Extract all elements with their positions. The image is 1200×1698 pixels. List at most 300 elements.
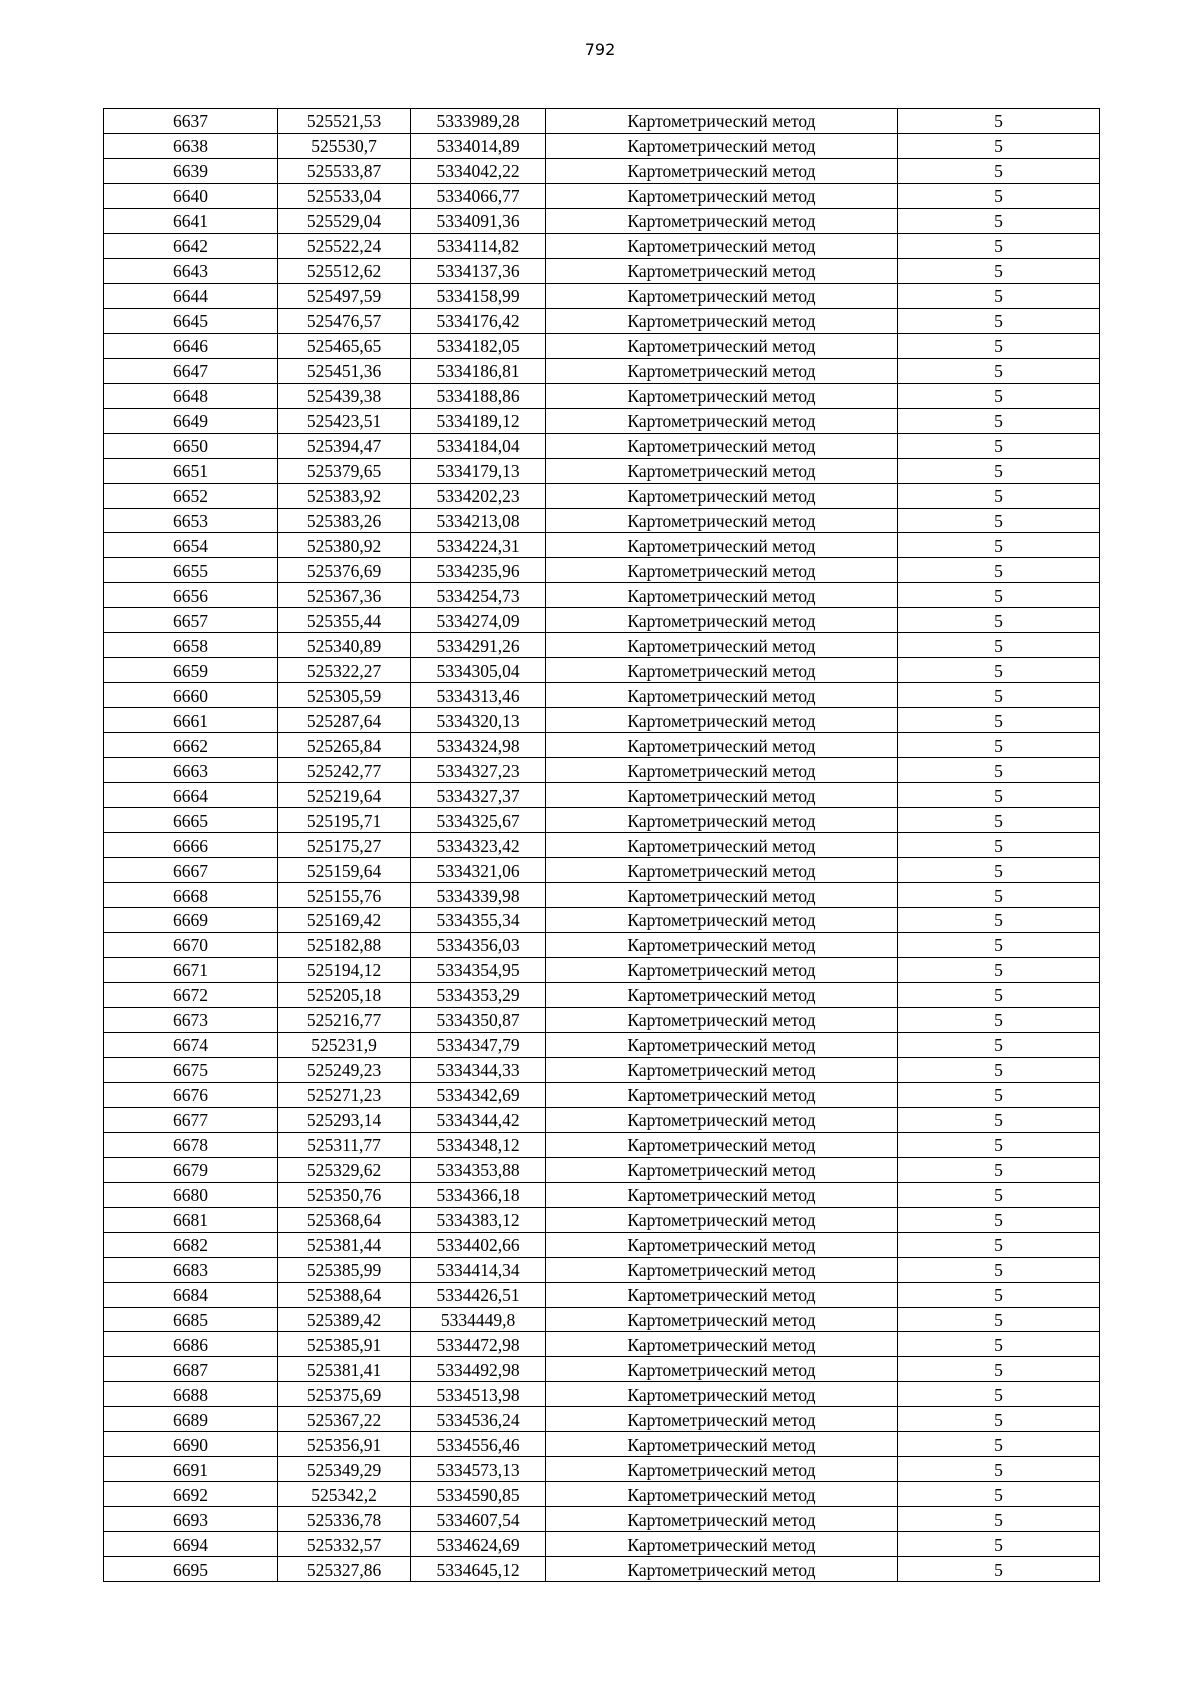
cell-text: 5 xyxy=(994,1160,1003,1181)
accuracy-cell xyxy=(898,1357,1100,1382)
method-cell xyxy=(546,1282,898,1307)
table-row xyxy=(104,1457,1100,1482)
cell-text: Картометрический метод xyxy=(627,211,816,232)
accuracy-cell xyxy=(898,158,1100,183)
point-number-cell xyxy=(104,458,278,483)
cell-text: 6684 xyxy=(173,1285,208,1305)
cell-text: 5 xyxy=(994,1260,1003,1281)
cell-text: 5 xyxy=(994,1309,1003,1330)
cell-text: 5 xyxy=(994,585,1003,606)
point-number-cell xyxy=(104,1082,278,1107)
table-row xyxy=(104,1507,1100,1532)
cell-text: Картометрический метод xyxy=(627,560,816,581)
cell-text: 6657 xyxy=(173,610,208,631)
accuracy-cell xyxy=(898,109,1100,134)
cell-text: 5 xyxy=(994,985,1003,1006)
method-cell xyxy=(546,808,898,833)
cell-text: 5334426,51 xyxy=(436,1285,520,1305)
accuracy-cell xyxy=(898,558,1100,583)
cell-text: 5334321,06 xyxy=(436,860,520,881)
cell-text: Картометрический метод xyxy=(627,161,816,182)
cell-text: 525293,14 xyxy=(306,1110,382,1131)
x-coordinate-cell xyxy=(278,1157,411,1182)
method-cell xyxy=(546,633,898,658)
cell-text: 5 xyxy=(994,1060,1003,1081)
point-number-cell xyxy=(104,1282,278,1307)
point-number-cell xyxy=(104,1107,278,1132)
accuracy-cell xyxy=(898,932,1100,957)
x-coordinate-cell xyxy=(278,957,411,982)
cell-text: 525332,57 xyxy=(306,1534,382,1555)
point-number-cell xyxy=(104,758,278,783)
cell-text: 525376,69 xyxy=(306,560,382,581)
cell-text: 6659 xyxy=(173,660,208,681)
method-cell xyxy=(546,982,898,1007)
cell-text: 525385,91 xyxy=(306,1334,382,1355)
point-number-cell xyxy=(104,1507,278,1532)
cell-text: 525175,27 xyxy=(306,835,382,856)
method-cell xyxy=(546,908,898,933)
point-number-cell xyxy=(104,883,278,908)
accuracy-cell xyxy=(898,1332,1100,1357)
cell-text: 525368,64 xyxy=(306,1210,382,1231)
y-coordinate-cell xyxy=(411,233,546,258)
x-coordinate-cell xyxy=(278,633,411,658)
x-coordinate-cell xyxy=(278,708,411,733)
table-row xyxy=(104,258,1100,283)
point-number-cell xyxy=(104,158,278,183)
x-coordinate-cell xyxy=(278,258,411,283)
accuracy-cell xyxy=(898,957,1100,982)
cell-text: 525265,84 xyxy=(306,735,382,756)
y-coordinate-cell xyxy=(411,908,546,933)
accuracy-cell xyxy=(898,1382,1100,1407)
table-row xyxy=(104,408,1100,433)
cell-text: 525231,9 xyxy=(311,1035,377,1056)
method-cell xyxy=(546,558,898,583)
cell-text: 5334342,69 xyxy=(436,1085,520,1106)
cell-text: Картометрический метод xyxy=(627,1559,816,1580)
cell-text: 5334573,13 xyxy=(436,1459,520,1480)
x-coordinate-cell xyxy=(278,458,411,483)
table-row xyxy=(104,583,1100,608)
x-coordinate-cell xyxy=(278,608,411,633)
cell-text: 5334402,66 xyxy=(436,1235,520,1256)
cell-text: 5334235,96 xyxy=(436,560,520,581)
cell-text: 525379,65 xyxy=(306,461,382,482)
table-row xyxy=(104,1207,1100,1232)
cell-text: 5334339,98 xyxy=(436,885,520,906)
x-coordinate-cell xyxy=(278,1232,411,1257)
cell-text: Картометрический метод xyxy=(627,1260,816,1281)
accuracy-cell xyxy=(898,1532,1100,1557)
cell-text: 5 xyxy=(994,461,1003,482)
cell-text: 6663 xyxy=(173,760,208,781)
cell-text: 5 xyxy=(994,411,1003,432)
accuracy-cell xyxy=(898,633,1100,658)
accuracy-cell xyxy=(898,1407,1100,1432)
cell-text: 525194,12 xyxy=(306,960,382,981)
cell-text: 5334224,31 xyxy=(436,535,520,556)
cell-text: 6639 xyxy=(173,161,208,182)
method-cell xyxy=(546,1307,898,1332)
cell-text: 525521,53 xyxy=(306,111,382,132)
cell-text: 525205,18 xyxy=(306,985,382,1006)
method-cell xyxy=(546,1357,898,1382)
cell-text: 525380,92 xyxy=(306,535,382,556)
x-coordinate-cell xyxy=(278,908,411,933)
cell-text: 6662 xyxy=(173,735,208,756)
cell-text: 525388,64 xyxy=(306,1285,382,1305)
x-coordinate-cell xyxy=(278,533,411,558)
point-number-cell xyxy=(104,1032,278,1057)
cell-text: 5334188,86 xyxy=(436,386,520,407)
method-cell xyxy=(546,408,898,433)
y-coordinate-cell xyxy=(411,158,546,183)
method-cell xyxy=(546,608,898,633)
method-cell xyxy=(546,1382,898,1407)
accuracy-cell xyxy=(898,858,1100,883)
y-coordinate-cell xyxy=(411,583,546,608)
method-cell xyxy=(546,1557,898,1582)
cell-text: 5 xyxy=(994,710,1003,731)
accuracy-cell xyxy=(898,708,1100,733)
accuracy-cell xyxy=(898,1257,1100,1282)
cell-text: 5334353,29 xyxy=(436,985,520,1006)
coordinates-table xyxy=(103,108,1100,1582)
y-coordinate-cell xyxy=(411,508,546,533)
page-number: 792 xyxy=(584,40,616,59)
cell-text: 6642 xyxy=(173,236,208,257)
cell-text: Картометрический метод xyxy=(627,835,816,856)
table-row xyxy=(104,932,1100,957)
cell-text: 5334014,89 xyxy=(436,136,520,157)
x-coordinate-cell xyxy=(278,1332,411,1357)
cell-text: 6681 xyxy=(173,1210,208,1231)
method-cell xyxy=(546,233,898,258)
cell-text: 6640 xyxy=(173,186,208,207)
method-cell xyxy=(546,283,898,308)
cell-text: Картометрический метод xyxy=(627,111,816,132)
table-row xyxy=(104,1382,1100,1407)
x-coordinate-cell xyxy=(278,982,411,1007)
y-coordinate-cell xyxy=(411,1032,546,1057)
point-number-cell xyxy=(104,383,278,408)
y-coordinate-cell xyxy=(411,957,546,982)
accuracy-cell xyxy=(898,583,1100,608)
accuracy-cell xyxy=(898,508,1100,533)
cell-text: 5 xyxy=(994,186,1003,207)
x-coordinate-cell xyxy=(278,109,411,134)
cell-text: 5334325,67 xyxy=(436,810,520,831)
y-coordinate-cell xyxy=(411,1232,546,1257)
x-coordinate-cell xyxy=(278,1507,411,1532)
coordinates-table-body xyxy=(104,109,1100,1582)
cell-text: 525155,76 xyxy=(306,885,382,906)
method-cell xyxy=(546,433,898,458)
cell-text: 525497,59 xyxy=(306,286,382,307)
x-coordinate-cell xyxy=(278,583,411,608)
y-coordinate-cell xyxy=(411,1332,546,1357)
table-row xyxy=(104,908,1100,933)
cell-text: 525355,44 xyxy=(306,610,382,631)
cell-text: 6668 xyxy=(173,885,208,906)
cell-text: Картометрический метод xyxy=(627,1010,816,1031)
cell-text: 6691 xyxy=(173,1459,208,1480)
cell-text: 525381,44 xyxy=(306,1235,382,1256)
accuracy-cell xyxy=(898,1032,1100,1057)
accuracy-cell xyxy=(898,908,1100,933)
cell-text: Картометрический метод xyxy=(627,1509,816,1530)
cell-text: 6671 xyxy=(173,960,208,981)
cell-text: Картометрический метод xyxy=(627,386,816,407)
x-coordinate-cell xyxy=(278,558,411,583)
cell-text: 525439,38 xyxy=(306,386,382,407)
cell-text: Картометрический метод xyxy=(627,1060,816,1081)
point-number-cell xyxy=(104,258,278,283)
y-coordinate-cell xyxy=(411,1257,546,1282)
method-cell xyxy=(546,1207,898,1232)
point-number-cell xyxy=(104,1007,278,1032)
cell-text: 525311,77 xyxy=(307,1135,381,1156)
cell-text: 5334590,85 xyxy=(436,1484,520,1505)
accuracy-cell xyxy=(898,408,1100,433)
cell-text: 5 xyxy=(994,1334,1003,1355)
y-coordinate-cell xyxy=(411,133,546,158)
y-coordinate-cell xyxy=(411,533,546,558)
table-row xyxy=(104,508,1100,533)
cell-text: 525159,64 xyxy=(306,860,382,881)
cell-text: 5 xyxy=(994,236,1003,257)
point-number-cell xyxy=(104,1532,278,1557)
method-cell xyxy=(546,708,898,733)
cell-text: 6676 xyxy=(173,1085,208,1106)
accuracy-cell xyxy=(898,1557,1100,1582)
cell-text: 525195,71 xyxy=(306,810,382,831)
y-coordinate-cell xyxy=(411,1557,546,1582)
cell-text: 5 xyxy=(994,111,1003,132)
accuracy-cell xyxy=(898,1057,1100,1082)
table-row xyxy=(104,1307,1100,1332)
x-coordinate-cell xyxy=(278,1282,411,1307)
cell-text: 6643 xyxy=(173,261,208,282)
cell-text: 525242,77 xyxy=(306,760,382,781)
cell-text: 5 xyxy=(994,286,1003,307)
cell-text: 6695 xyxy=(173,1559,208,1580)
table-row xyxy=(104,1232,1100,1257)
cell-text: Картометрический метод xyxy=(627,660,816,681)
cell-text: Картометрический метод xyxy=(627,810,816,831)
accuracy-cell xyxy=(898,1157,1100,1182)
cell-text: Картометрический метод xyxy=(627,1185,816,1206)
x-coordinate-cell xyxy=(278,333,411,358)
x-coordinate-cell xyxy=(278,358,411,383)
cell-text: 5334344,33 xyxy=(436,1060,520,1081)
cell-text: Картометрический метод xyxy=(627,436,816,457)
method-cell xyxy=(546,932,898,957)
y-coordinate-cell xyxy=(411,1507,546,1532)
cell-text: 525287,64 xyxy=(306,710,382,731)
method-cell xyxy=(546,1232,898,1257)
method-cell xyxy=(546,1257,898,1282)
cell-text: 525529,04 xyxy=(306,211,382,232)
cell-text: 6645 xyxy=(173,311,208,332)
cell-text: 5334254,73 xyxy=(436,585,520,606)
accuracy-cell xyxy=(898,458,1100,483)
cell-text: Картометрический метод xyxy=(627,1434,816,1455)
cell-text: 5 xyxy=(994,810,1003,831)
point-number-cell xyxy=(104,1332,278,1357)
cell-text: 5334414,34 xyxy=(436,1260,520,1281)
y-coordinate-cell xyxy=(411,1457,546,1482)
x-coordinate-cell xyxy=(278,1407,411,1432)
table-row xyxy=(104,633,1100,658)
cell-text: 6651 xyxy=(173,461,208,482)
cell-text: Картометрический метод xyxy=(627,1035,816,1056)
table-row xyxy=(104,733,1100,758)
accuracy-cell xyxy=(898,1132,1100,1157)
cell-text: Картометрический метод xyxy=(627,885,816,906)
accuracy-cell xyxy=(898,533,1100,558)
method-cell xyxy=(546,333,898,358)
x-coordinate-cell xyxy=(278,133,411,158)
x-coordinate-cell xyxy=(278,783,411,808)
cell-text: 5 xyxy=(994,1484,1003,1505)
method-cell xyxy=(546,658,898,683)
cell-text: Картометрический метод xyxy=(627,1160,816,1181)
cell-text: 5 xyxy=(994,560,1003,581)
cell-text: 5 xyxy=(994,735,1003,756)
table-row xyxy=(104,1557,1100,1582)
y-coordinate-cell xyxy=(411,1057,546,1082)
point-number-cell xyxy=(104,733,278,758)
method-cell xyxy=(546,833,898,858)
cell-text: 525375,69 xyxy=(306,1384,382,1405)
table-row xyxy=(104,158,1100,183)
cell-text: 5334186,81 xyxy=(436,361,520,382)
accuracy-cell xyxy=(898,208,1100,233)
method-cell xyxy=(546,458,898,483)
table-row xyxy=(104,458,1100,483)
table-row xyxy=(104,283,1100,308)
cell-text: 5 xyxy=(994,336,1003,357)
accuracy-cell xyxy=(898,258,1100,283)
point-number-cell xyxy=(104,333,278,358)
cell-text: 5334213,08 xyxy=(436,510,520,531)
cell-text: Картометрический метод xyxy=(627,1085,816,1106)
method-cell xyxy=(546,1157,898,1182)
x-coordinate-cell xyxy=(278,1432,411,1457)
accuracy-cell xyxy=(898,1232,1100,1257)
cell-text: Картометрический метод xyxy=(627,411,816,432)
y-coordinate-cell xyxy=(411,932,546,957)
cell-text: Картометрический метод xyxy=(627,311,816,332)
method-cell xyxy=(546,858,898,883)
point-number-cell xyxy=(104,109,278,134)
cell-text: 5334645,12 xyxy=(436,1559,520,1580)
cell-text: 525423,51 xyxy=(306,411,382,432)
cell-text: 525249,23 xyxy=(306,1060,382,1081)
y-coordinate-cell xyxy=(411,658,546,683)
accuracy-cell xyxy=(898,1182,1100,1207)
accuracy-cell xyxy=(898,1307,1100,1332)
cell-text: 5334202,23 xyxy=(436,486,520,506)
method-cell xyxy=(546,308,898,333)
x-coordinate-cell xyxy=(278,1057,411,1082)
cell-text: 5 xyxy=(994,1459,1003,1480)
method-cell xyxy=(546,1482,898,1507)
y-coordinate-cell xyxy=(411,883,546,908)
point-number-cell xyxy=(104,283,278,308)
accuracy-cell xyxy=(898,982,1100,1007)
cell-text: 5334179,13 xyxy=(436,461,520,482)
cell-text: 5334355,34 xyxy=(436,910,520,931)
x-coordinate-cell xyxy=(278,183,411,208)
cell-text: 525394,47 xyxy=(306,436,382,457)
cell-text: 5 xyxy=(994,1559,1003,1580)
cell-text: Картометрический метод xyxy=(627,910,816,931)
cell-text: Картометрический метод xyxy=(627,510,816,531)
x-coordinate-cell xyxy=(278,408,411,433)
method-cell xyxy=(546,183,898,208)
cell-text: 525381,41 xyxy=(306,1359,382,1380)
cell-text: Картометрический метод xyxy=(627,336,816,357)
cell-text: 525533,04 xyxy=(306,186,382,207)
cell-text: 6670 xyxy=(173,935,208,956)
accuracy-cell xyxy=(898,1007,1100,1032)
cell-text: Картометрический метод xyxy=(627,1459,816,1480)
cell-text: 525219,64 xyxy=(306,785,382,806)
x-coordinate-cell xyxy=(278,1182,411,1207)
x-coordinate-cell xyxy=(278,858,411,883)
method-cell xyxy=(546,1082,898,1107)
cell-text: 6680 xyxy=(173,1185,208,1206)
cell-text: 5 xyxy=(994,161,1003,182)
cell-text: Картометрический метод xyxy=(627,935,816,956)
cell-text: 5 xyxy=(994,1434,1003,1455)
accuracy-cell xyxy=(898,308,1100,333)
point-number-cell xyxy=(104,1057,278,1082)
cell-text: 5334189,12 xyxy=(436,411,520,432)
cell-text: Картометрический метод xyxy=(627,635,816,656)
cell-text: 525476,57 xyxy=(306,311,382,332)
cell-text: 5 xyxy=(994,835,1003,856)
x-coordinate-cell xyxy=(278,308,411,333)
table-row xyxy=(104,883,1100,908)
cell-text: 5333989,28 xyxy=(436,111,520,132)
cell-text: 5 xyxy=(994,386,1003,407)
accuracy-cell xyxy=(898,1457,1100,1482)
cell-text: 6694 xyxy=(173,1534,208,1555)
cell-text: 5334091,36 xyxy=(436,211,520,232)
cell-text: 6675 xyxy=(173,1060,208,1081)
x-coordinate-cell xyxy=(278,683,411,708)
point-number-cell xyxy=(104,783,278,808)
y-coordinate-cell xyxy=(411,208,546,233)
point-number-cell xyxy=(104,1382,278,1407)
table-row xyxy=(104,1482,1100,1507)
cell-text: Картометрический метод xyxy=(627,286,816,307)
point-number-cell xyxy=(104,1557,278,1582)
cell-text: 6661 xyxy=(173,710,208,731)
method-cell xyxy=(546,208,898,233)
table-row xyxy=(104,1107,1100,1132)
cell-text: 5 xyxy=(994,660,1003,681)
cell-text: 5 xyxy=(994,1010,1003,1031)
cell-text: 525367,36 xyxy=(306,585,382,606)
table-row xyxy=(104,1357,1100,1382)
method-cell xyxy=(546,533,898,558)
